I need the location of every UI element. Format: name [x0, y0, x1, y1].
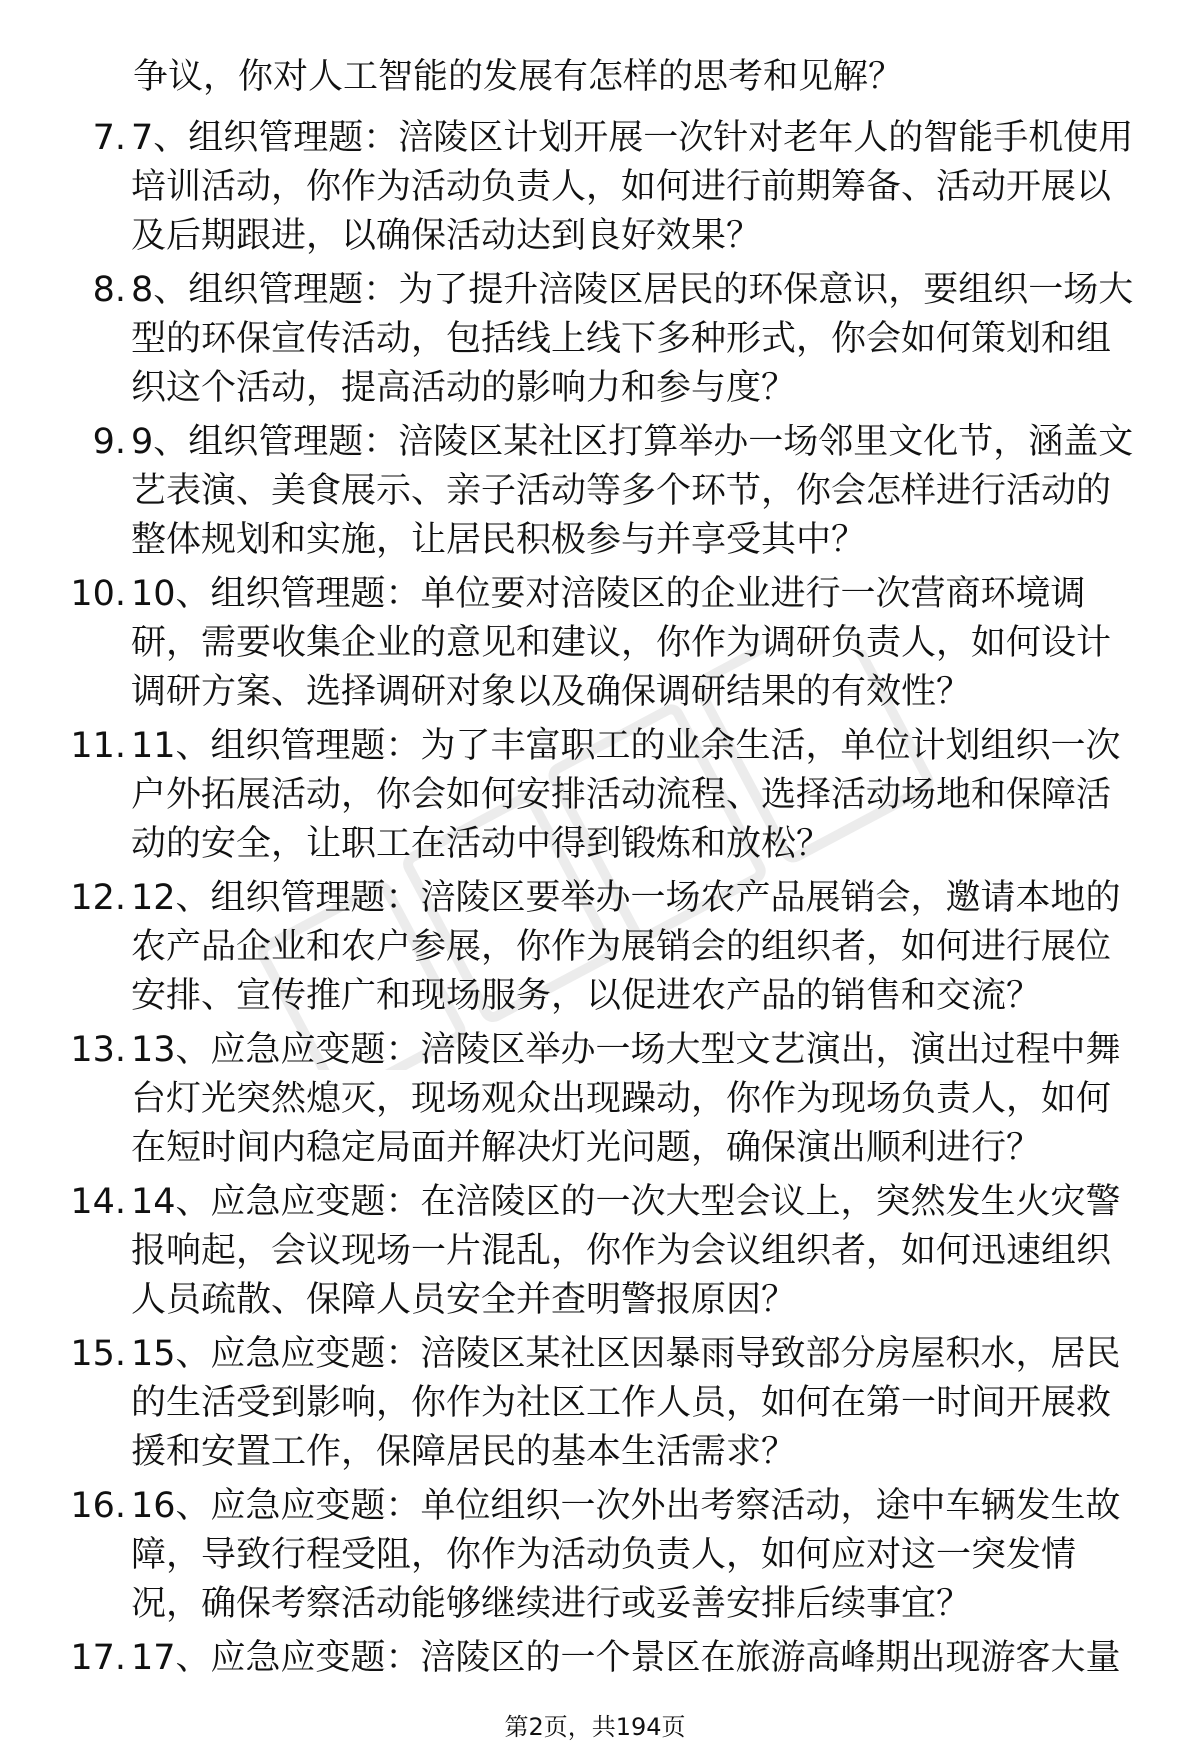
- list-item: [0, 722, 1190, 872]
- list-item-text: [131, 722, 1155, 869]
- list-item-line: 报响起，会议现场一片混乱，你作为会议组织者，如何迅速组织: [131, 1231, 1112, 1271]
- list-item: [0, 1634, 1190, 1694]
- list-item: [0, 1330, 1190, 1480]
- list-item-text: [131, 266, 1155, 413]
- list-item-line: 农产品企业和农户参展，你作为展销会的组织者，如何进行展位: [131, 927, 1112, 967]
- list-item-text: [131, 1482, 1155, 1629]
- list-item: [0, 570, 1190, 720]
- list-item-line: 调研方案、选择调研对象以及确保调研结果的有效性？: [131, 672, 972, 712]
- list-item: [0, 1026, 1190, 1176]
- list-item-line: 况，确保考察活动能够继续进行或妥善安排后续事宜？: [131, 1584, 972, 1624]
- list-item-number: 7.: [92, 118, 126, 158]
- list-item-line: 培训活动，你作为活动负责人，如何进行前期筹备、活动开展以: [131, 167, 1112, 207]
- list-item-line: 12、组织管理题：涪陵区要举办一场农产品展销会，邀请本地的: [131, 878, 1121, 918]
- list-item-line: 型的环保宣传活动，包括线上线下多种形式，你会如何策划和组: [131, 319, 1112, 359]
- question-list: [0, 114, 1190, 1696]
- list-item-number: 9.: [92, 422, 126, 462]
- list-item: [0, 874, 1190, 1024]
- list-item-line: 10、组织管理题：单位要对涪陵区的企业进行一次营商环境调: [131, 574, 1086, 614]
- list-item-number: 13.: [70, 1030, 126, 1070]
- list-item-line: 研，需要收集企业的意见和建议，你作为调研负责人，如何设计: [131, 623, 1112, 663]
- list-item-line: 17、应急应变题：涪陵区的一个景区在旅游高峰期出现游客大量: [131, 1638, 1121, 1678]
- list-item-line: 织这个活动，提高活动的影响力和参与度？: [131, 368, 797, 408]
- list-item-text: [131, 1634, 1155, 1683]
- list-item-number: 8.: [92, 270, 126, 310]
- list-item-number: 10.: [70, 574, 126, 614]
- list-item-text: [131, 570, 1155, 717]
- list-item: [0, 114, 1190, 264]
- list-item-line: 7、组织管理题：涪陵区计划开展一次针对老年人的智能手机使用: [131, 118, 1134, 158]
- list-item-line: 安排、宣传推广和现场服务，以促进农产品的销售和交流？: [131, 976, 1042, 1016]
- list-item-number: 11.: [70, 726, 126, 766]
- list-item-text: [131, 1178, 1155, 1325]
- list-item-line: 艺表演、美食展示、亲子活动等多个环节，你会怎样进行活动的: [131, 471, 1112, 511]
- list-item-line: 14、应急应变题：在涪陵区的一次大型会议上，突然发生火灾警: [131, 1182, 1121, 1222]
- list-item-line: 人员疏散、保障人员安全并查明警报原因？: [131, 1280, 797, 1320]
- list-item-text: [131, 1330, 1155, 1477]
- list-item: [0, 1178, 1190, 1328]
- list-item: [0, 418, 1190, 568]
- page-footer: 第2页，共194页: [504, 1713, 686, 1741]
- list-item-line: 9、组织管理题：涪陵区某社区打算举办一场邻里文化节，涵盖文: [131, 422, 1134, 462]
- list-item-line: 的生活受到影响，你作为社区工作人员，如何在第一时间开展救: [131, 1383, 1112, 1423]
- list-item-number: 17.: [70, 1638, 126, 1678]
- list-item-number: 15.: [70, 1334, 126, 1374]
- list-item-text: [131, 874, 1155, 1021]
- list-item-line: 台灯光突然熄灭，现场观众出现躁动，你作为现场负责人，如何: [131, 1079, 1112, 1119]
- list-item-line: 户外拓展活动，你会如何安排活动流程、选择活动场地和保障活: [131, 775, 1112, 815]
- list-item-line: 在短时间内稳定局面并解决灯光问题，确保演出顺利进行？: [131, 1128, 1042, 1168]
- list-item-line: 及后期跟进，以确保活动达到良好效果？: [131, 216, 762, 256]
- continuation-line: 争议，你对人工智能的发展有怎样的思考和见解？: [133, 57, 904, 97]
- list-item-line: 16、应急应变题：单位组织一次外出考察活动，途中车辆发生故: [131, 1486, 1121, 1526]
- list-item-line: 15、应急应变题：涪陵区某社区因暴雨导致部分房屋积水，居民: [131, 1334, 1121, 1374]
- list-item-text: [131, 418, 1155, 565]
- list-item-text: [131, 114, 1155, 261]
- list-item-number: 14.: [70, 1182, 126, 1222]
- list-item-line: 动的安全，让职工在活动中得到锻炼和放松？: [131, 824, 832, 864]
- list-item: [0, 1482, 1190, 1632]
- list-item-number: 16.: [70, 1486, 126, 1526]
- list-item-line: 整体规划和实施，让居民积极参与并享受其中？: [131, 520, 867, 560]
- list-item-number: 12.: [70, 878, 126, 918]
- list-item-line: 11、组织管理题：为了丰富职工的业余生活，单位计划组织一次: [131, 726, 1121, 766]
- list-item-line: 13、应急应变题：涪陵区举办一场大型文艺演出，演出过程中舞: [131, 1030, 1121, 1070]
- list-item-text: [131, 1026, 1155, 1173]
- list-item: [0, 266, 1190, 416]
- list-item-line: 8、组织管理题：为了提升涪陵区居民的环保意识，要组织一场大: [131, 270, 1134, 310]
- list-item-line: 援和安置工作，保障居民的基本生活需求？: [131, 1432, 797, 1472]
- list-item-line: 障，导致行程受阻，你作为活动负责人，如何应对这一突发情: [131, 1535, 1077, 1575]
